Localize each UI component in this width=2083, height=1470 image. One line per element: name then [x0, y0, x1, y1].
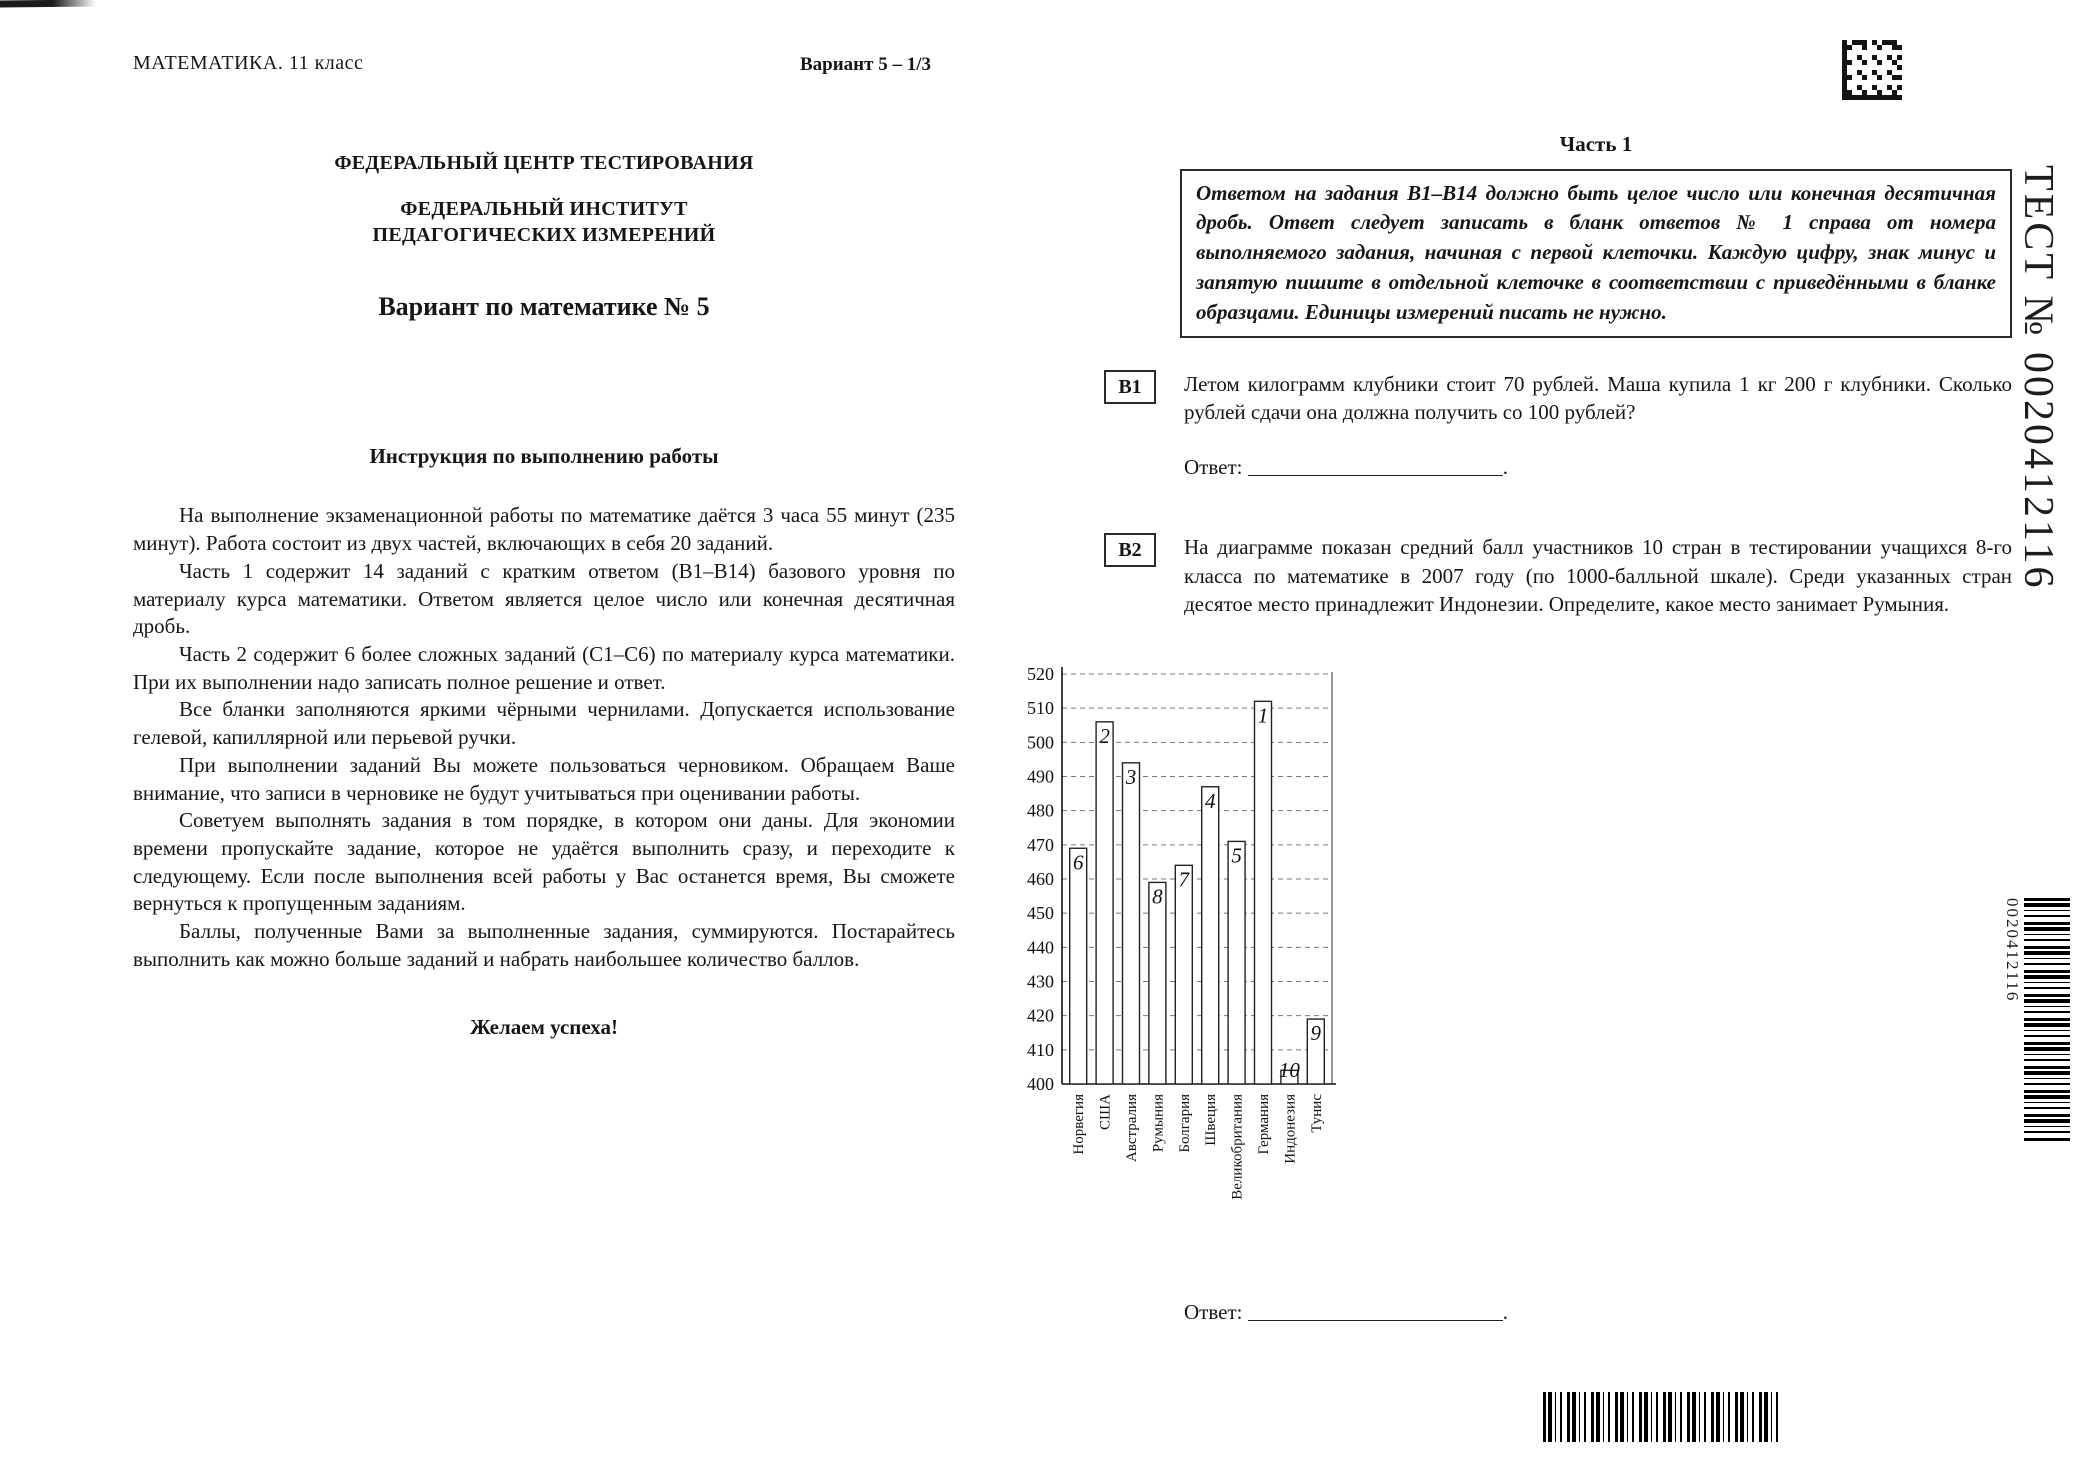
test-number-vertical: ТЕСТ № 0020412116 [2015, 165, 2061, 591]
task-b1 [1100, 370, 2012, 427]
task-b1-answer-line [1184, 453, 2012, 482]
task-b2-number-box: В2 [1104, 533, 1156, 567]
svg-text:Швеция: Швеция [1203, 1094, 1220, 1146]
datamatrix-code-icon [1842, 40, 1904, 102]
task-b1-answer-period: . [1502, 454, 1508, 479]
svg-text:Болгария: Болгария [1176, 1094, 1193, 1153]
svg-text:490: 490 [1027, 766, 1054, 787]
svg-text:1: 1 [1257, 703, 1269, 728]
org-federal-testing-center: ФЕДЕРАЛЬНЫЙ ЦЕНТР ТЕСТИРОВАНИЯ [334, 152, 754, 174]
task-b2-answer-label: Ответ: [1184, 1300, 1243, 1324]
svg-text:420: 420 [1027, 1005, 1054, 1026]
task-b1-answer-label: Ответ: [1184, 454, 1243, 479]
svg-text:450: 450 [1027, 903, 1054, 924]
svg-text:500: 500 [1027, 732, 1054, 753]
closing-wish: Желаем успеха! [469, 1014, 619, 1039]
scan-edge-artifact [0, 0, 96, 8]
instruction-paragraph-6: Советуем выполнять задания в том порядке, в котором они даны. Для экономии времени пропускайте задание, которое не удаётся выполнить сразу, и переходите к следующему. Если после выполнения всей работы у Вас останется время, Вы сможете вернуться к пропущенным заданиям. [133, 808, 955, 916]
svg-text:5: 5 [1231, 843, 1242, 868]
side-barcode-number: 0020412116 [2003, 898, 2022, 1003]
svg-text:4: 4 [1204, 788, 1216, 813]
svg-text:470: 470 [1027, 834, 1054, 855]
svg-text:9: 9 [1310, 1021, 1322, 1046]
bottom-barcode [1543, 1392, 1781, 1442]
svg-text:3: 3 [1125, 764, 1137, 789]
task-b2-answer-period: . [1502, 1300, 1508, 1324]
part1-notice-box: Ответом на задания В1–В14 должно быть целое число или конечная десятичная дробь. Ответ следует записать в бланк ответов № 1 справа от номера выполняемого задания, начиная с первой клеточки. Каждую цифру, знак минус и запятую пишите в отдельной клеточке в соответствии с приведёнными в бланке образцами. Единицы измерений писать не нужно. [1180, 169, 2012, 338]
instruction-paragraph-1: На выполнение экзаменационной работы по математике даётся 3 часа 55 минут (235 минут). Работа состоит из двух частей, включающих в себя 20 заданий. [133, 503, 955, 556]
instruction-paragraph-7: Баллы, полученные Вами за выполненные задания, суммируются. Постарайтесь выполнить как можно больше заданий и набрать наибольшее количество баллов. [133, 919, 955, 971]
svg-text:Норвегия: Норвегия [1071, 1094, 1088, 1155]
task-b1-text: Летом килограмм клубники стоит 70 рублей. Маша купила 1 кг 200 г клубники. Сколько рублей сдачи она должна получить со 100 рублей? [1184, 371, 2012, 425]
task-b1-answer-blank [1248, 475, 1503, 476]
svg-text:520: 520 [1027, 664, 1054, 684]
page-header-variant: Вариант 5 – 1/3 [800, 54, 931, 75]
instruction-paragraph-3: Часть 2 содержит 6 более сложных заданий (С1–С6) по материалу курса математики. При их выполнении надо записать полное решение и ответ. [133, 642, 955, 694]
svg-text:6: 6 [1072, 850, 1084, 875]
task-b2-answer-line [1184, 1300, 1508, 1325]
org-institute-line1: ФЕДЕРАЛЬНЫЙ ИНСТИТУТ [400, 198, 688, 221]
svg-text:440: 440 [1027, 937, 1054, 958]
instructions-column [133, 150, 955, 1041]
org-institute-line2: ПЕДАГОГИЧЕСКИХ ИЗМЕРЕНИЙ [372, 224, 716, 247]
svg-text:10: 10 [1278, 1058, 1300, 1082]
part1-title: Часть 1 [1559, 132, 1633, 156]
svg-text:510: 510 [1027, 698, 1054, 719]
svg-text:Тунис: Тунис [1308, 1094, 1325, 1133]
svg-text:430: 430 [1027, 971, 1054, 992]
svg-text:Германия: Германия [1256, 1094, 1272, 1155]
svg-text:Румыния: Румыния [1150, 1094, 1167, 1153]
instruction-paragraph-5: При выполнении заданий Вы можете пользоваться черновиком. Обращаем Ваше внимание, что записи в черновике не будут учитываться при оценивании работы. [133, 752, 955, 805]
variant-title: Вариант по математике № 5 [378, 292, 710, 322]
svg-text:410: 410 [1027, 1039, 1054, 1060]
tasks-column [1100, 130, 2012, 619]
svg-text:2: 2 [1099, 723, 1110, 748]
org-pedagogical-institute [133, 196, 955, 248]
page-header-subject: МАТЕМАТИКА. 11 класс [133, 52, 364, 74]
instructions-title: Инструкция по выполнению работы [369, 443, 719, 468]
svg-text:7: 7 [1178, 867, 1190, 892]
instruction-paragraph-4: Все бланки заполняются яркими чёрными чернилами. Допускается использование гелевой, капиллярной или перьевой ручки. [133, 697, 955, 750]
task-b2 [1100, 533, 2012, 619]
instruction-paragraph-2: Часть 1 содержит 14 заданий с кратким ответом (В1–В14) базового уровня по материалу курса математики. Ответом является целое число или конечная десятичная дробь. [133, 558, 955, 639]
svg-text:8: 8 [1152, 884, 1163, 909]
task-b2-answer-blank [1248, 1320, 1503, 1321]
svg-text:400: 400 [1027, 1074, 1054, 1094]
svg-text:460: 460 [1027, 869, 1054, 889]
svg-text:Великобритания: Великобритания [1229, 1094, 1246, 1200]
b2-bar-chart [1016, 660, 1352, 1208]
svg-text:Австралия: Австралия [1124, 1094, 1140, 1162]
svg-text:Индонезия: Индонезия [1282, 1094, 1299, 1164]
svg-text:США: США [1097, 1094, 1114, 1130]
side-barcode [2024, 898, 2070, 1143]
svg-text:480: 480 [1027, 800, 1054, 821]
task-b2-text: На диаграмме показан средний балл участников 10 стран в тестировании учащихся 8-го класса по математике в 2007 году (по 1000-балльной шкале). Среди указанных стран десятое место принадлежит Индонезии. Определите, какое место занимает Румыния. [1184, 535, 2012, 617]
task-b1-number-box: В1 [1104, 370, 1156, 404]
